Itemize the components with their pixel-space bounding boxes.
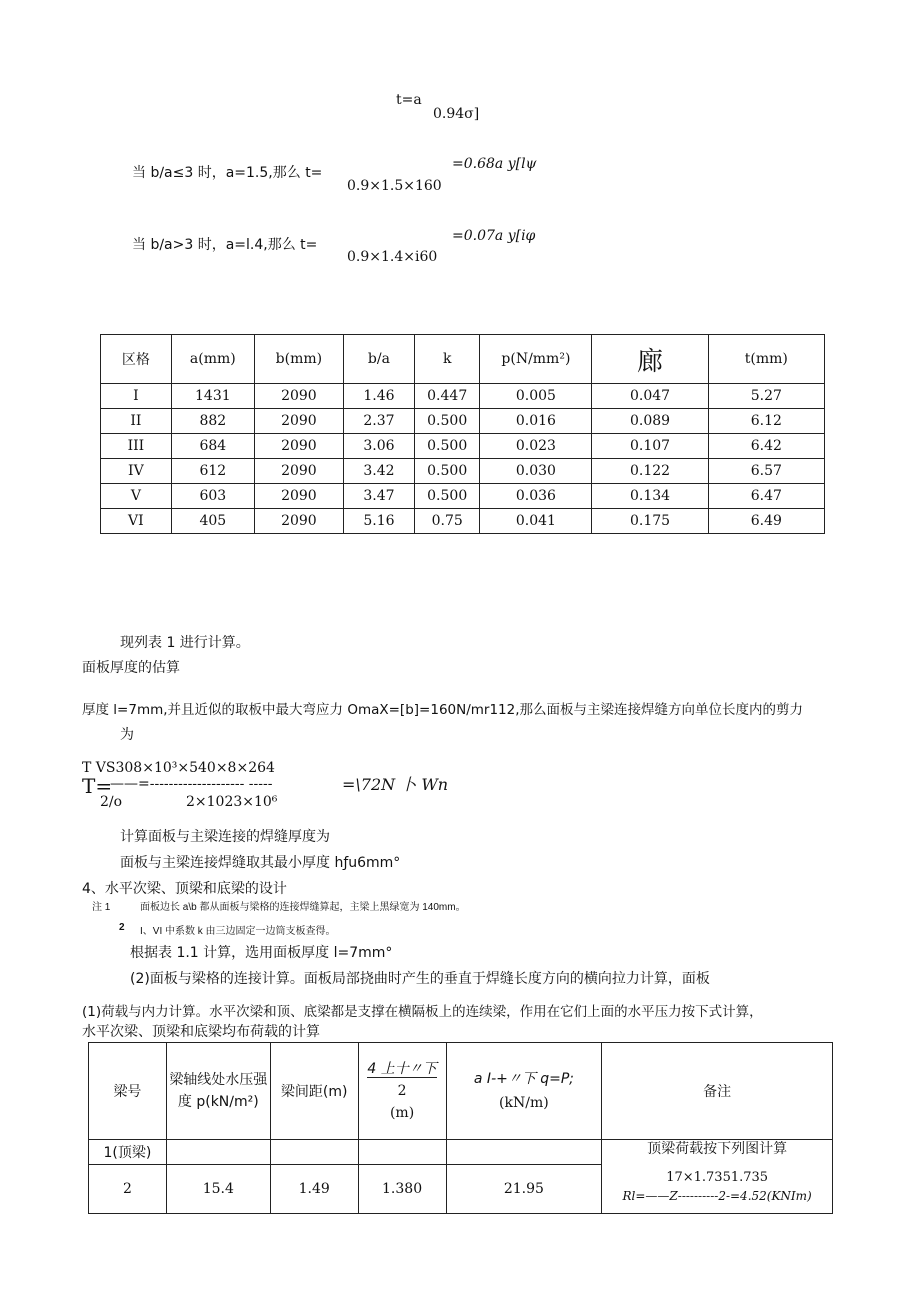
- table-row: [101, 459, 825, 484]
- formula-rhs-1: =0.68a y[lψ: [452, 156, 537, 172]
- cell-k: 0.447: [414, 384, 479, 409]
- cell-note-1: [602, 1140, 833, 1214]
- formula-rhs-2: =0.07a y[iφ: [452, 228, 536, 244]
- cell-b: 2090: [254, 484, 343, 509]
- cell-load-1: [446, 1140, 602, 1165]
- col-header-b: b(mm): [254, 335, 343, 384]
- cell-load-2: 21.95: [446, 1165, 602, 1214]
- col-header-k: k: [414, 335, 479, 384]
- footnote-2-label: 2: [119, 922, 125, 933]
- paragraph-list-table: 现列表 1 进行计算。: [120, 635, 250, 651]
- footnote-2-text: I、VI 中系数 k 由三边固定一边筒支板查得。: [140, 926, 336, 937]
- col-header-spacing: 梁间距(m): [270, 1043, 358, 1140]
- cell-ratio: 3.42: [343, 459, 414, 484]
- col-header-load-unit: (kN∕m): [499, 1095, 549, 1111]
- cell-k: 0.75: [414, 509, 479, 534]
- formula-condition-2: 当 b∕a>3 时，a=l.4,那么 t=: [132, 237, 318, 253]
- table-row: [101, 384, 825, 409]
- cell-t: 6.49: [708, 509, 824, 534]
- equation-denominator-right: 2×1023×10⁶: [186, 794, 278, 810]
- footnote-1-label: 注 1: [92, 902, 111, 913]
- note-top-beam-line1: 顶梁荷载按下列图计算: [647, 1141, 788, 1157]
- cell-zone: II: [101, 409, 172, 434]
- formula-condition-1: 当 b∕a≤3 时，a=1.5,那么 t=: [132, 165, 323, 181]
- cell-average-2: 1.380: [358, 1165, 446, 1214]
- col-header-load-formula: a I-+〃下 q=P;: [473, 1071, 574, 1087]
- cell-spacing-merged: 1.49: [270, 1165, 358, 1214]
- cell-glyph: 0.047: [592, 384, 708, 409]
- cell-zone: III: [101, 434, 172, 459]
- col-header-beam: 梁号: [89, 1043, 167, 1140]
- cell-a: 603: [171, 484, 254, 509]
- section-heading-4: 4、水平次梁、顶梁和底梁的设计: [82, 881, 287, 897]
- cell-glyph: 0.107: [592, 434, 708, 459]
- table-row: [89, 1140, 833, 1165]
- cell-glyph: 0.122: [592, 459, 708, 484]
- equation-denominator-left: 2∕o: [100, 794, 123, 810]
- col-header-average-mid: 2: [397, 1083, 407, 1099]
- cell-k: 0.500: [414, 409, 479, 434]
- cell-p: 0.030: [480, 459, 592, 484]
- footnote-1-text: 面板边长 a\b 都从面板与梁格的连接焊缝算起，主梁上黑绿宽为 140mm。: [140, 902, 466, 913]
- cell-b: 2090: [254, 509, 343, 534]
- cell-ratio: 3.06: [343, 434, 414, 459]
- cell-a: 684: [171, 434, 254, 459]
- cell-p: 0.016: [480, 409, 592, 434]
- cell-average-1: [358, 1140, 446, 1165]
- col-header-glyph: 廊: [592, 335, 708, 384]
- cell-ratio: 5.16: [343, 509, 414, 534]
- cell-t: 5.27: [708, 384, 824, 409]
- formula-t-lhs: t=a: [396, 92, 422, 108]
- cell-glyph: 0.175: [592, 509, 708, 534]
- equation-result: =\72N 卜 Wn: [342, 775, 449, 794]
- cell-t: 6.12: [708, 409, 824, 434]
- cell-beam-1: 1(顶梁): [89, 1140, 167, 1165]
- formula-denominator-2: 0.9×1.4×i60: [347, 249, 438, 265]
- note-top-beam-line3: Rl=——Z----------2-=4.52(KNIm): [622, 1189, 812, 1203]
- cell-a: 882: [171, 409, 254, 434]
- table-row: [101, 434, 825, 459]
- col-header-average-unit: (m): [389, 1105, 415, 1121]
- col-header-a: a(mm): [171, 335, 254, 384]
- cell-zone: IV: [101, 459, 172, 484]
- paragraph-selected-thickness: 根据表 1.1 计算，选用面板厚度 l=7mm°: [130, 945, 393, 961]
- cell-ratio: 1.46: [343, 384, 414, 409]
- paragraph-weld-minimum: 面板与主梁连接焊缝取其最小厚度 hƒu6mm°: [120, 855, 401, 871]
- table-row: [101, 484, 825, 509]
- cell-a: 612: [171, 459, 254, 484]
- cell-b: 2090: [254, 409, 343, 434]
- col-header-p: p(N∕mm²): [480, 335, 592, 384]
- cell-t: 6.47: [708, 484, 824, 509]
- cell-ratio: 3.47: [343, 484, 414, 509]
- cell-a: 1431: [171, 384, 254, 409]
- cell-t: 6.42: [708, 434, 824, 459]
- col-header-ratio: b/a: [343, 335, 414, 384]
- paragraph-load-calc: (1)荷载与内力计算。水平次梁和顶、底梁都是支撑在横隔板上的连续梁，作用在它们上面的水平压力按下式计算，: [82, 1004, 763, 1020]
- cell-k: 0.500: [414, 434, 479, 459]
- col-header-zone: 区格: [101, 335, 172, 384]
- paragraph-weld-thickness: 计算面板与主梁连接的焊缝厚度为: [120, 829, 330, 845]
- note-top-beam-line2: 17×1.7351.735: [666, 1170, 769, 1185]
- cell-pressure-1: [166, 1140, 270, 1165]
- cell-zone: VI: [101, 509, 172, 534]
- table-header-row: [89, 1043, 833, 1140]
- cell-a: 405: [171, 509, 254, 534]
- cell-glyph: 0.089: [592, 409, 708, 434]
- cell-k: 0.500: [414, 459, 479, 484]
- table-row: [101, 509, 825, 534]
- panel-thickness-table: [100, 334, 825, 534]
- formula-t-rhs: 0.94σ]: [433, 106, 480, 122]
- paragraph-connection-calc: (2)面板与梁格的连接计算。面板局部挠曲时产生的垂直于焊缝长度方向的横向拉力计算，面板: [130, 971, 710, 987]
- cell-p: 0.023: [480, 434, 592, 459]
- cell-glyph: 0.134: [592, 484, 708, 509]
- cell-t: 6.57: [708, 459, 824, 484]
- cell-b: 2090: [254, 384, 343, 409]
- col-header-load: [446, 1043, 602, 1140]
- beam-load-table: [88, 1042, 833, 1214]
- equation-fraction-bar: ——=-------------------- -----: [110, 776, 273, 792]
- table-row: [101, 409, 825, 434]
- col-header-average-top: 4 上十〃下: [367, 1061, 437, 1077]
- col-header-note: 备注: [602, 1043, 833, 1140]
- col-header-pressure-line2: 度 p(kN∕m²): [177, 1094, 259, 1110]
- col-header-average-spacing: [358, 1043, 446, 1140]
- paragraph-thickness-line1: 厚度 l=7mm,并且近似的取板中最大弯应力 OmaX=[b]=160N∕mr112,那么面板与主梁连接焊缝方向单位长度内的剪力: [82, 702, 804, 718]
- col-header-t: t(mm): [708, 335, 824, 384]
- formula-denominator-1: 0.9×1.5×160: [347, 178, 442, 194]
- cell-zone: I: [101, 384, 172, 409]
- cell-zone: V: [101, 484, 172, 509]
- col-header-pressure: [166, 1043, 270, 1140]
- cell-ratio: 2.37: [343, 409, 414, 434]
- cell-pressure-2: 15.4: [166, 1165, 270, 1214]
- col-header-pressure-line1: 梁轴线处水压强: [169, 1072, 268, 1088]
- cell-b: 2090: [254, 434, 343, 459]
- cell-p: 0.041: [480, 509, 592, 534]
- cell-p: 0.005: [480, 384, 592, 409]
- equation-numerator: T VS308×10³×540×8×264: [82, 760, 275, 776]
- paragraph-thickness-line2: 为: [120, 727, 134, 743]
- equation-lhs: T=: [82, 774, 113, 798]
- heading-thickness-estimate: 面板厚度的估算: [82, 660, 180, 676]
- cell-b: 2090: [254, 459, 343, 484]
- cell-beam-2: 2: [89, 1165, 167, 1214]
- cell-p: 0.036: [480, 484, 592, 509]
- table-header-row: [101, 335, 825, 384]
- cell-spacing-1: [270, 1140, 358, 1165]
- table2-caption: 水平次梁、顶梁和底梁均布荷载的计算: [82, 1024, 320, 1040]
- cell-k: 0.500: [414, 484, 479, 509]
